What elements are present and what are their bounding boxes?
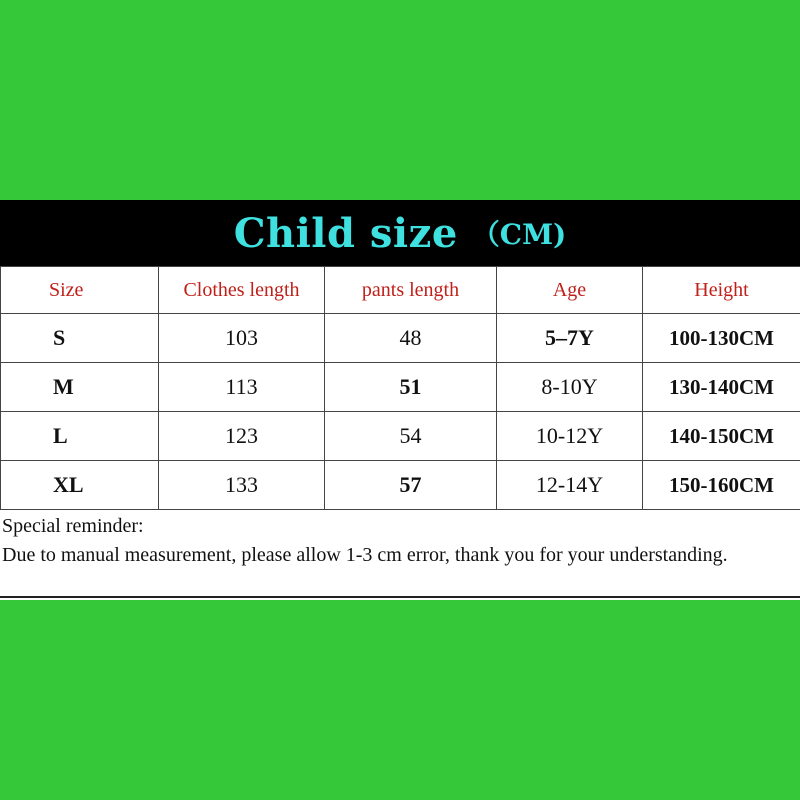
table-row <box>1 412 800 461</box>
header-size: Size <box>1 267 159 314</box>
table-row <box>1 314 800 363</box>
cell-pants-length: 51 <box>325 363 497 412</box>
table-row <box>1 363 800 412</box>
table-row <box>1 461 800 510</box>
note-heading: Special reminder: <box>2 515 144 537</box>
cell-age: 5–7Y <box>497 314 643 363</box>
note-body: Due to manual measurement, please allow 1-3 cm error, thank you for your understanding. <box>2 544 728 566</box>
cell-height: 130-140CM <box>643 363 800 412</box>
cell-age: 12-14Y <box>497 461 643 510</box>
cell-age: 8-10Y <box>497 363 643 412</box>
cell-clothes-length: 113 <box>159 363 325 412</box>
cell-age: 10-12Y <box>497 412 643 461</box>
size-table <box>0 266 800 510</box>
chart-title-unit: （CM) <box>471 218 567 251</box>
cell-height: 100-130CM <box>643 314 800 363</box>
cell-size: S <box>1 314 159 363</box>
cell-clothes-length: 133 <box>159 461 325 510</box>
cell-height: 140-150CM <box>643 412 800 461</box>
divider <box>0 596 800 598</box>
cell-height: 150-160CM <box>643 461 800 510</box>
cell-size: L <box>1 412 159 461</box>
header-pants-length: pants length <box>325 267 497 314</box>
header-clothes-length: Clothes length <box>159 267 325 314</box>
header-height: Height <box>643 267 800 314</box>
size-chart-card <box>0 200 800 600</box>
cell-clothes-length: 123 <box>159 412 325 461</box>
cell-pants-length: 54 <box>325 412 497 461</box>
cell-pants-length: 48 <box>325 314 497 363</box>
table-header-row <box>1 267 800 314</box>
cell-clothes-length: 103 <box>159 314 325 363</box>
special-reminder-note <box>2 512 792 570</box>
header-age: Age <box>497 267 643 314</box>
cell-size: XL <box>1 461 159 510</box>
cell-pants-length: 57 <box>325 461 497 510</box>
cell-size: M <box>1 363 159 412</box>
chart-title: Child size <box>233 209 458 257</box>
title-bar <box>0 200 800 266</box>
